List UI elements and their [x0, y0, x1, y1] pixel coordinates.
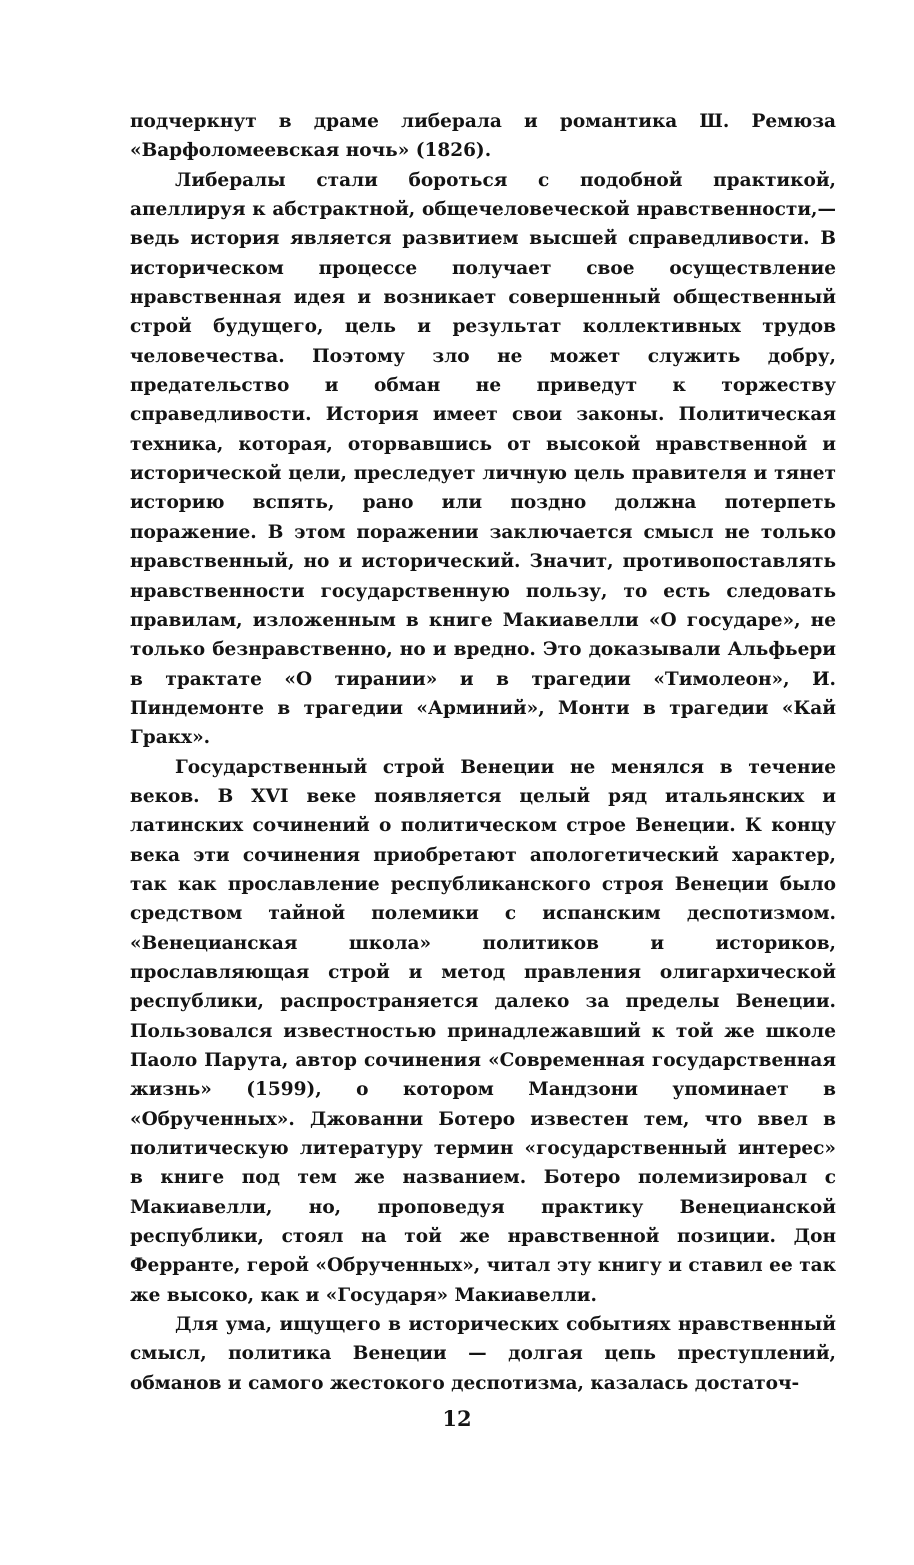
paragraph-1: подчеркнут в драме либерала и романтика Ш. Ремюза «Варфоломеевская ночь» (1826). [130, 111, 836, 162]
paragraph-3: Государственный строй Венеции не менялся в течение веков. В XVI веке появляется целый ряд итальянских и латинских сочинений о политическом строе Венеции. К концу века эти сочинения приобретают апологетический характер, так как прославление республиканского строя Венеции было средством тайной полемики с испанским деспотизмом. «Венецианская школа» политиков и историков, прославляющая строй и метод правления олигархической республики, распространяется далеко за пределы Венеции. Пользовался известностью принадлежавший к той же школе Паоло Парута, автор сочинения «Современная государственная жизнь» (1599), о котором Мандзони упоминает в «Обрученных». Джованни Ботеро известен тем, что ввел в политическую литературу термин «государственный интерес» в книге под тем же названием. Ботеро полемизировал с Макиавелли, но, проповедуя практику Венецианской республики, стоял на той же нравственной позиции. Дон Ферранте, герой «Обрученных», читал эту книгу и ставил ее так же высоко, как и «Государя» Макиавелли. [130, 756, 836, 1306]
paragraph-2: Либералы стали бороться с подобной практикой, апеллируя к абстрактной, общечеловеческой нравственности,— ведь история является развитием высшей справедливости. В историческом процессе получает свое осуществление нравственная идея и возникает совершенный общественный строй будущего, цель и результат коллективных трудов человечества. Поэтому зло не может служить добру, предательство и обман не приведут к торжеству справедливости. История имеет свои законы. Политическая техника, которая, оторвавшись от высокой нравственной и исторической цели, преследует личную цель правителя и тянет историю вспять, рано или поздно должна потерпеть поражение. В этом поражении заключается смысл не только нравственный, но и исторический. Значит, противопоставлять нравственности государственную пользу, то есть следовать правилам, изложенным в книге Макиавелли «О государе», не только безнравственно, но и вредно. Это доказывали Альфьери в трактате «О тирании» и в трагедии «Тимолеон», И. Пиндемонте в трагедии «Арминий», Монти в трагедии «Кай Гракх». [130, 169, 836, 749]
page-body [130, 107, 836, 1398]
page-number: 12 [442, 1406, 472, 1431]
paragraph-4: Для ума, ищущего в исторических событиях нравственный смысл, политика Венеции — долгая цепь преступлений, обманов и самого жестокого деспотизма, казалась достаточ- [130, 1314, 836, 1394]
